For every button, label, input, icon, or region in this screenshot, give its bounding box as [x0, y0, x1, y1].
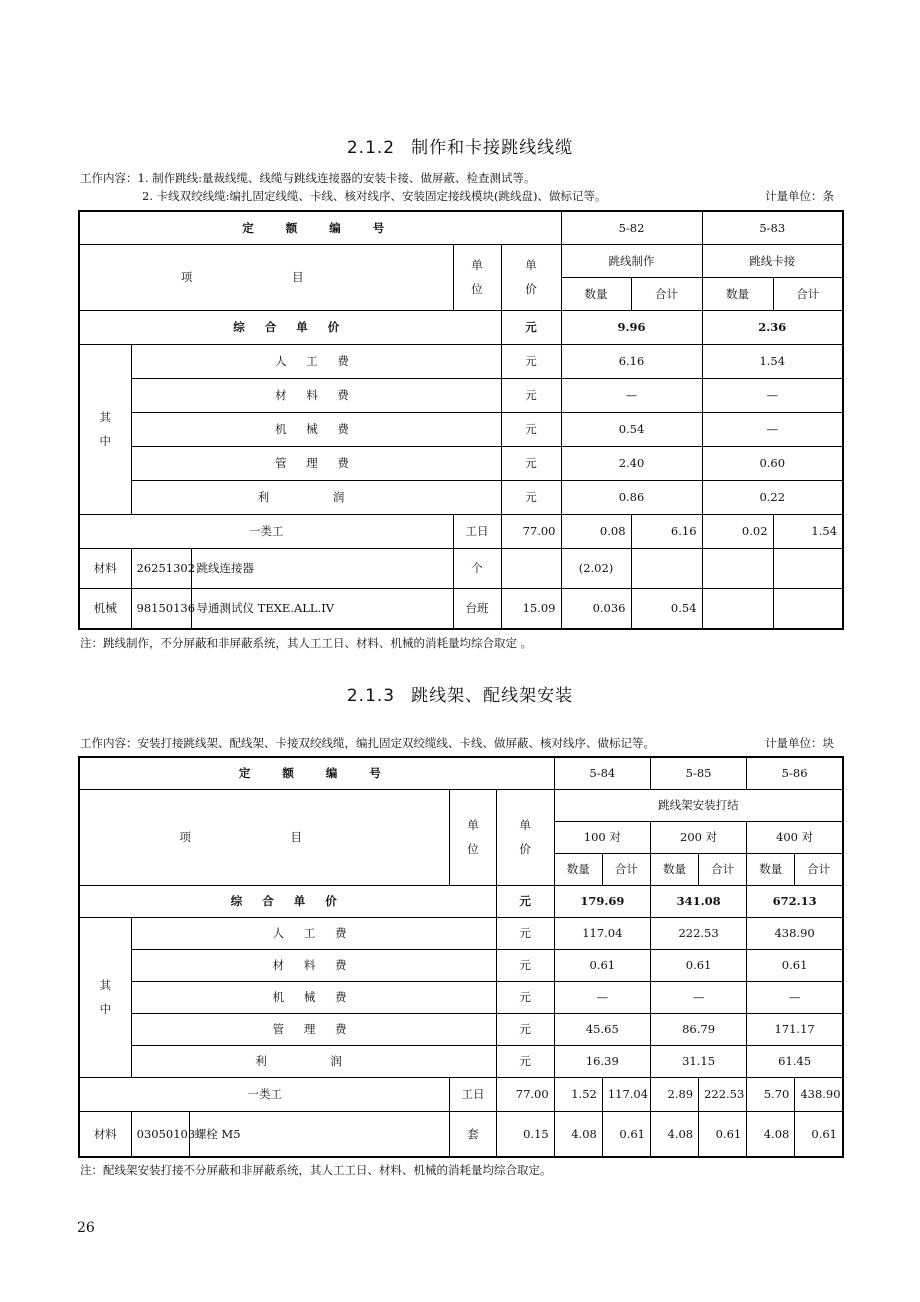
section-title-2-1-2	[0, 133, 920, 158]
quota-table-2-1-3	[78, 756, 844, 1158]
table-row: 数量 合计 数量 合计	[79, 277, 843, 310]
work-content-line-2: 2. 卡线双绞线缆:编扎固定线缆、卡线、核对线序、安装固定接线模块(跳线盘)、做标记等。	[142, 189, 607, 203]
table-row: 其 中 人 工 费 元 117.04 222.53 438.90	[79, 917, 843, 949]
section-title-2-1-3	[0, 681, 920, 706]
unit-of-measure: 计量单位：条	[765, 189, 834, 203]
table-note: 注：配线架安装打接不分屏蔽和非屏蔽系统，其人工工日、材料、机械的消耗量均综合取定。	[80, 1163, 552, 1177]
table-row: 机 械 费 元 0.54 —	[79, 412, 843, 446]
table-row: 利 润 元 0.86 0.22	[79, 480, 843, 514]
page-number: 26	[77, 1220, 95, 1236]
table-row: 材料 03050103 螺栓 M5 套 0.15 4.08 0.61 4.08 0.61 4.08 0.61	[79, 1111, 843, 1157]
work-content-line-1: 工作内容：1. 制作跳线:量裁线缆、线缆与跳线连接器的安装卡接、做屏蔽、检查测试等。	[80, 171, 536, 185]
table-row: 综 合 单 价 元 179.69 341.08 672.13	[79, 885, 843, 917]
section-heading: 跳线架、配线架安装	[411, 686, 574, 706]
table-row: 利 润 元 16.39 31.15 61.45	[79, 1045, 843, 1077]
table-row: 数量 合计 数量 合计 数量 合计	[79, 853, 843, 885]
table-row: 定 额 编 号 5-84 5-85 5-86	[79, 757, 843, 789]
table-row: 100 对 200 对 400 对	[79, 821, 843, 853]
table-row: 材料 26251302 跳线连接器 个 (2.02)	[79, 548, 843, 588]
table-row: 机械 98150136 导通测试仪 TEXE.ALL.IV 台班 15.09 0.036 0.54	[79, 588, 843, 629]
table-row: 项 目 单 位 单 价 跳线制作 跳线卡接	[79, 244, 843, 277]
table-row: 其 中 人 工 费 元 6.16 1.54	[79, 344, 843, 378]
section-heading: 制作和卡接跳线线缆	[411, 138, 574, 158]
unit-of-measure: 计量单位：块	[765, 736, 834, 750]
table-row: 综 合 单 价 元 9.96 2.36	[79, 310, 843, 344]
section-number: 2.1.2	[346, 138, 396, 158]
table-row: 定 额 编 号 5-82 5-83	[79, 211, 843, 244]
table-row: 管 理 费 元 2.40 0.60	[79, 446, 843, 480]
table-row: 材 料 费 元 0.61 0.61 0.61	[79, 949, 843, 981]
section-number: 2.1.3	[346, 686, 396, 706]
table-note: 注：跳线制作，不分屏蔽和非屏蔽系统，其人工工日、材料、机械的消耗量均综合取定 。	[80, 636, 533, 650]
quota-table-2-1-2	[78, 210, 844, 630]
table-row: 项 目 单 位 单 价 跳线架安装打结	[79, 789, 843, 821]
table-row: 材 料 费 元 — —	[79, 378, 843, 412]
table-row: 管 理 费 元 45.65 86.79 171.17	[79, 1013, 843, 1045]
table-row: 一类工 工日 77.00 0.08 6.16 0.02 1.54	[79, 514, 843, 548]
table-row: 一类工 工日 77.00 1.52 117.04 2.89 222.53 5.70 438.90	[79, 1077, 843, 1111]
work-content-line: 工作内容：安装打接跳线架、配线架、卡接双绞线缆，编扎固定双绞缆线、卡线、做屏蔽、核对线序、做标记等。	[80, 736, 655, 750]
table-row: 机 械 费 元 — — —	[79, 981, 843, 1013]
